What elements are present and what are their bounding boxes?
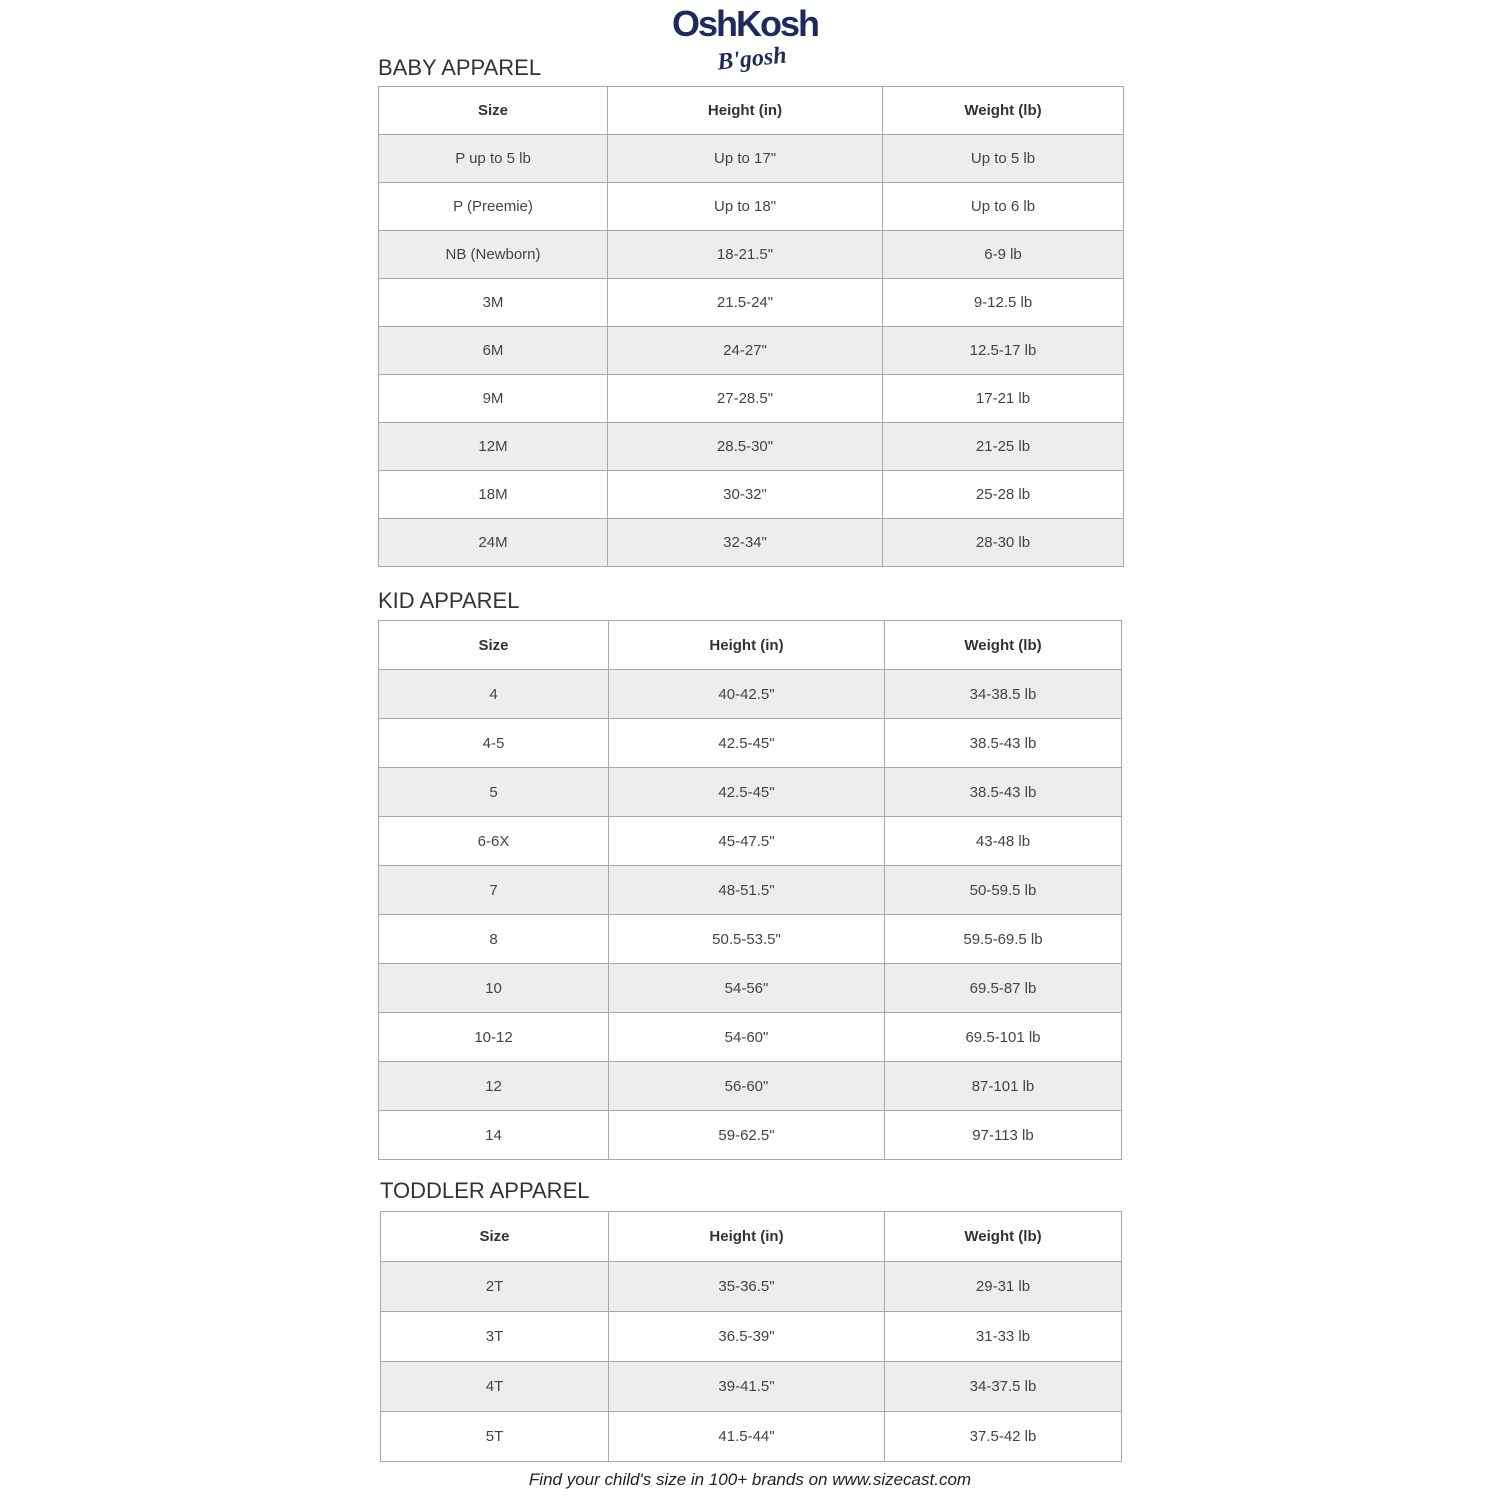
cell-weight: 6-9 lb <box>883 231 1124 279</box>
table-row <box>379 1013 1122 1062</box>
cell-height: 42.5-45" <box>609 719 885 768</box>
cell-size: 4T <box>381 1362 609 1412</box>
table-row <box>379 1062 1122 1111</box>
cell-size: 6-6X <box>379 817 609 866</box>
logo-text-main: OshKosh <box>671 3 819 44</box>
header-size: Size <box>379 621 609 670</box>
table-row <box>379 423 1124 471</box>
cell-height: 32-34" <box>608 519 883 567</box>
cell-weight: 28-30 lb <box>883 519 1124 567</box>
cell-weight: 50-59.5 lb <box>885 866 1122 915</box>
cell-height: 59-62.5" <box>609 1111 885 1160</box>
table-row <box>379 670 1122 719</box>
table-row <box>379 1111 1122 1160</box>
cell-size: 12M <box>379 423 608 471</box>
section-title-kid: KID APPAREL <box>378 588 520 613</box>
cell-size: 2T <box>381 1262 609 1312</box>
cell-size: 24M <box>379 519 608 567</box>
cell-height: 36.5-39" <box>609 1312 885 1362</box>
cell-weight: 17-21 lb <box>883 375 1124 423</box>
cell-height: 41.5-44" <box>609 1412 885 1462</box>
cell-weight: 69.5-101 lb <box>885 1013 1122 1062</box>
cell-size: 14 <box>379 1111 609 1160</box>
cell-size: 5 <box>379 768 609 817</box>
table-row <box>379 719 1122 768</box>
cell-size: 9M <box>379 375 608 423</box>
cell-height: 39-41.5" <box>609 1362 885 1412</box>
table-row <box>379 866 1122 915</box>
table-row <box>379 915 1122 964</box>
table-row <box>379 768 1122 817</box>
cell-size: 3T <box>381 1312 609 1362</box>
cell-weight: 21-25 lb <box>883 423 1124 471</box>
cell-size: 4-5 <box>379 719 609 768</box>
cell-weight: 38.5-43 lb <box>885 768 1122 817</box>
cell-height: 50.5-53.5" <box>609 915 885 964</box>
table-row <box>381 1412 1122 1462</box>
cell-height: 40-42.5" <box>609 670 885 719</box>
cell-size: 4 <box>379 670 609 719</box>
table-row <box>379 471 1124 519</box>
cell-size: P up to 5 lb <box>379 135 608 183</box>
cell-height: 28.5-30" <box>608 423 883 471</box>
table-row <box>381 1312 1122 1362</box>
footer-note: Find your child's size in 100+ brands on www.sizecast.com <box>528 1470 972 1489</box>
header-height: Height (in) <box>609 1212 885 1262</box>
table-row <box>379 231 1124 279</box>
oshkosh-logo-icon <box>660 2 830 78</box>
cell-height: Up to 18" <box>608 183 883 231</box>
cell-size: 7 <box>379 866 609 915</box>
table-row <box>379 327 1124 375</box>
cell-size: NB (Newborn) <box>379 231 608 279</box>
header-weight: Weight (lb) <box>885 621 1122 670</box>
table-row <box>381 1262 1122 1312</box>
cell-height: 48-51.5" <box>609 866 885 915</box>
cell-height: 54-60" <box>609 1013 885 1062</box>
cell-weight: 37.5-42 lb <box>885 1412 1122 1462</box>
cell-size: 10 <box>379 964 609 1013</box>
table-row <box>381 1362 1122 1412</box>
kid-size-table <box>378 620 1122 1160</box>
table-row <box>379 183 1124 231</box>
cell-weight: 69.5-87 lb <box>885 964 1122 1013</box>
cell-size: 6M <box>379 327 608 375</box>
cell-weight: 43-48 lb <box>885 817 1122 866</box>
cell-size: P (Preemie) <box>379 183 608 231</box>
cell-height: 56-60" <box>609 1062 885 1111</box>
header-height: Height (in) <box>608 87 883 135</box>
header-size: Size <box>381 1212 609 1262</box>
section-title-baby: BABY APPAREL <box>378 55 542 80</box>
cell-height: 54-56" <box>609 964 885 1013</box>
header-weight: Weight (lb) <box>885 1212 1122 1262</box>
table-row <box>379 135 1124 183</box>
cell-weight: 34-37.5 lb <box>885 1362 1122 1412</box>
cell-height: 24-27" <box>608 327 883 375</box>
cell-size: 3M <box>379 279 608 327</box>
header-height: Height (in) <box>609 621 885 670</box>
cell-weight: 59.5-69.5 lb <box>885 915 1122 964</box>
cell-height: 27-28.5" <box>608 375 883 423</box>
cell-weight: 31-33 lb <box>885 1312 1122 1362</box>
cell-size: 10-12 <box>379 1013 609 1062</box>
cell-weight: 38.5-43 lb <box>885 719 1122 768</box>
cell-size: 18M <box>379 471 608 519</box>
cell-height: 45-47.5" <box>609 817 885 866</box>
cell-height: Up to 17" <box>608 135 883 183</box>
cell-weight: Up to 5 lb <box>883 135 1124 183</box>
header-size: Size <box>379 87 608 135</box>
logo-text-script: B'gosh <box>716 42 788 76</box>
cell-height: 42.5-45" <box>609 768 885 817</box>
cell-weight: 97-113 lb <box>885 1111 1122 1160</box>
cell-size: 12 <box>379 1062 609 1111</box>
cell-size: 5T <box>381 1412 609 1462</box>
baby-size-table <box>378 86 1124 567</box>
cell-weight: 12.5-17 lb <box>883 327 1124 375</box>
cell-weight: 34-38.5 lb <box>885 670 1122 719</box>
cell-height: 30-32" <box>608 471 883 519</box>
table-row <box>379 817 1122 866</box>
cell-weight: 25-28 lb <box>883 471 1124 519</box>
table-row <box>379 519 1124 567</box>
cell-height: 18-21.5" <box>608 231 883 279</box>
toddler-size-table <box>380 1211 1122 1462</box>
header-weight: Weight (lb) <box>883 87 1124 135</box>
cell-height: 35-36.5" <box>609 1262 885 1312</box>
section-title-toddler: TODDLER APPAREL <box>380 1178 590 1203</box>
cell-height: 21.5-24" <box>608 279 883 327</box>
table-row <box>379 964 1122 1013</box>
table-header-row <box>379 87 1124 135</box>
table-header-row <box>381 1212 1122 1262</box>
cell-weight: 87-101 lb <box>885 1062 1122 1111</box>
cell-size: 8 <box>379 915 609 964</box>
table-header-row <box>379 621 1122 670</box>
brand-logo <box>660 2 830 78</box>
cell-weight: 29-31 lb <box>885 1262 1122 1312</box>
cell-weight: Up to 6 lb <box>883 183 1124 231</box>
cell-weight: 9-12.5 lb <box>883 279 1124 327</box>
table-row <box>379 375 1124 423</box>
table-row <box>379 279 1124 327</box>
